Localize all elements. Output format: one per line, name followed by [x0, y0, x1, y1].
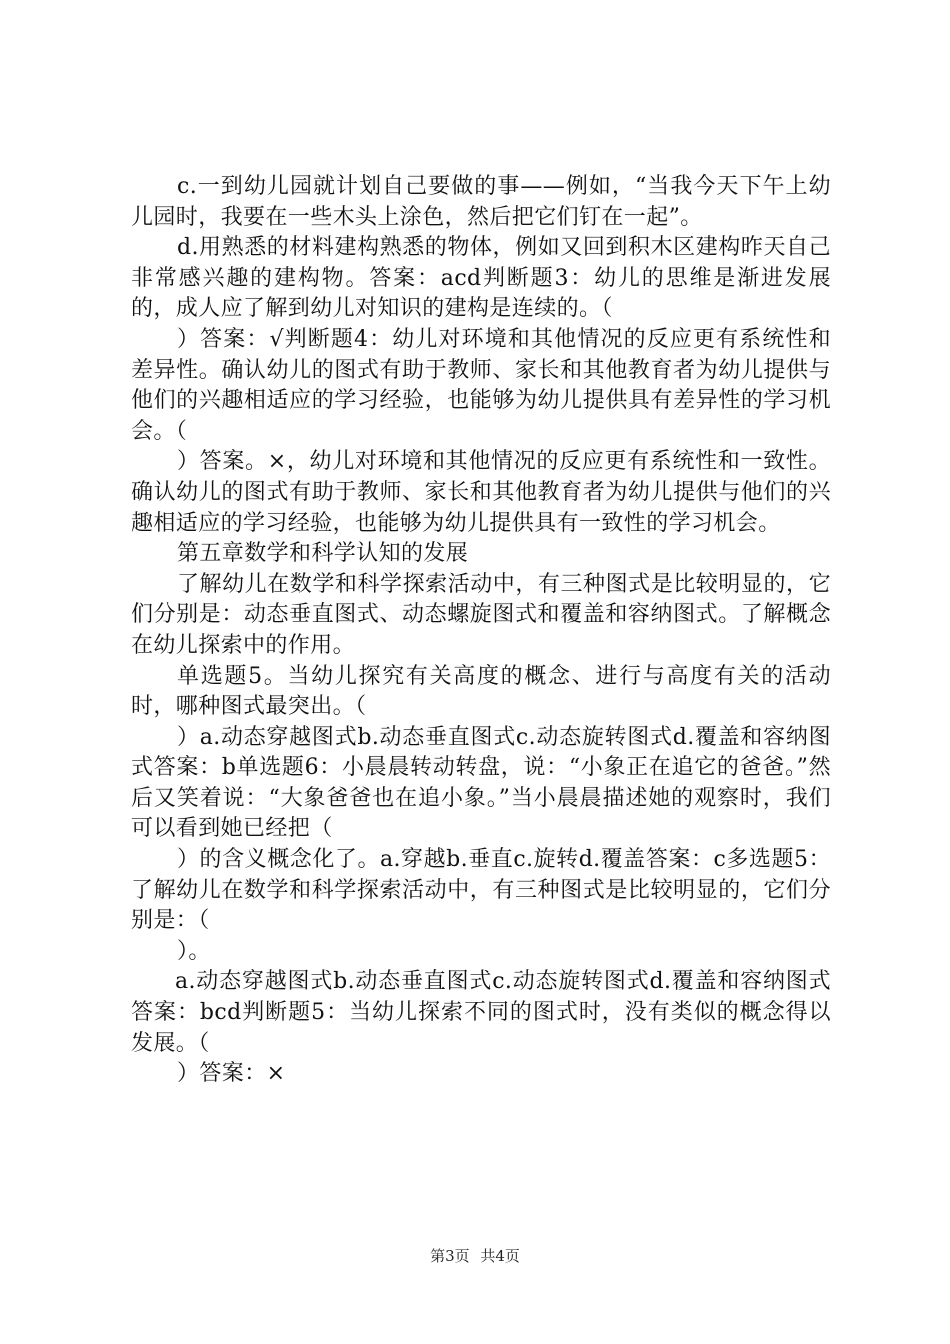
paragraph-option-c: c.一到幼儿园就计划自己要做的事——例如，“当我今天下午上幼儿园时，我要在一些木头上涂色，然后把它们钉在一起”。 — [131, 174, 831, 230]
paragraph-judgement-4-answer: ）答案。×，幼儿对环境和其他情况的反应更有系统性和一致性。确认幼儿的图式有助于教师、家长和其他教育者为幼儿提供与他们的兴趣相适应的学习经验，也能够为幼儿提供具有一致性的学习机会。 — [131, 449, 831, 536]
paragraph-blank-close: ）。 — [177, 938, 211, 964]
paragraph-option-d-judgement-3: d.用熟悉的材料建构熟悉的物体，例如又回到积木区建构昨天自己非常感兴趣的建构物。答案：acd判断题3：幼儿的思维是渐进发展的，成人应了解到幼儿对知识的建构是连续的。（ — [131, 235, 831, 322]
chapter-heading: 第五章数学和科学认知的发展 — [177, 541, 469, 567]
paragraph-judgement-4: ）答案：√判断题4：幼儿对环境和其他情况的反应更有系统性和差异性。确认幼儿的图式有助于教师、家长和其他教育者为幼儿提供与他们的兴趣相适应的学习经验，也能够为幼儿提供具有差异性的学习机会。（ — [131, 326, 831, 444]
page-total: 共4页 — [480, 1247, 520, 1265]
page-footer — [0, 1245, 950, 1266]
paragraph-single-choice-6: ）a.动态穿越图式b.动态垂直图式c.动态旋转图式d.覆盖和容纳图式答案：b单选题6：小晨晨转动转盘，说：“小象正在追它的爸爸。”然后又笑着说：“大象爸爸也在追小象。”当小晨晨描述她的观察时，我们可以看到她已经把（ — [131, 724, 831, 842]
paragraph-final-answer: ）答案：× — [177, 1061, 286, 1087]
page-number: 第3页 — [430, 1247, 470, 1265]
paragraph-chapter-intro: 了解幼儿在数学和科学探索活动中，有三种图式是比较明显的，它们分别是：动态垂直图式、动态螺旋图式和覆盖和容纳图式。了解概念在幼儿探索中的作用。 — [131, 571, 831, 658]
paragraph-multi-choice-5: ）的含义概念化了。a.穿越b.垂直c.旋转d.覆盖答案：c多选题5：了解幼儿在数学和科学探索活动中，有三种图式是比较明显的，它们分别是：（ — [131, 847, 831, 934]
paragraph-single-choice-5: 单选题5。当幼儿探究有关高度的概念、进行与高度有关的活动时，哪种图式最突出。（ — [131, 663, 831, 720]
paragraph-options-judgement-5: a.动态穿越图式b.动态垂直图式c.动态旋转图式d.覆盖和容纳图式答案：bcd判断题5：当幼儿探索不同的图式时，没有类似的概念得以发展。（ — [131, 969, 831, 1056]
document-body — [131, 172, 831, 1090]
